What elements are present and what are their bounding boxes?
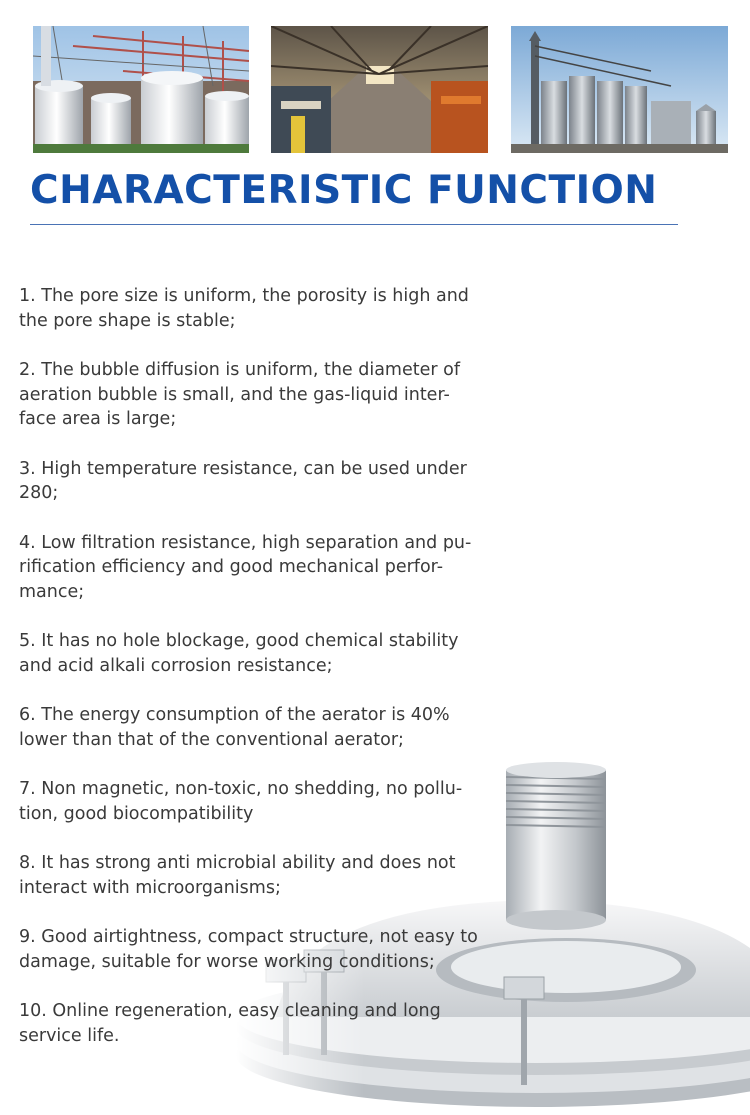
feature-item: 4. Low filtration resistance, high separation and pu- rification efficiency and good mechanical perfor- mance;: [19, 532, 472, 602]
feature-item: 9. Good airtightness, compact structure, not easy to damage, suitable for worse working conditions;: [19, 927, 478, 972]
feature-item: 7. Non magnetic, non-toxic, no shedding, no pollu- tion, good biocompatibility: [19, 779, 463, 824]
feature-item: 1. The pore size is uniform, the porosity is high and the pore shape is stable;: [19, 286, 469, 331]
feature-item: 6. The energy consumption of the aerator is 40% lower than that of the conventional aerator;: [19, 705, 450, 750]
feature-item: 3. High temperature resistance, can be used under 280;: [19, 458, 467, 503]
title-divider: [30, 224, 678, 225]
feature-item: 2. The bubble diffusion is uniform, the diameter of aeration bubble is small, and the gas-liquid inter- face area is large;: [19, 360, 460, 429]
feature-item: 10. Online regeneration, easy cleaning and long service life.: [19, 1001, 441, 1046]
feature-list: [19, 284, 489, 1073]
factory-interior-photo: [271, 26, 488, 153]
feature-item: 5. It has no hole blockage, good chemical stability and acid alkali corrosion resistance;: [19, 631, 459, 676]
page-title: CHARACTERISTIC FUNCTION: [30, 168, 658, 213]
feature-item: 8. It has strong anti microbial ability and does not interact with microorganisms;: [19, 853, 456, 898]
industrial-tanks-photo: [33, 26, 249, 153]
grain-silos-photo: [511, 26, 728, 153]
